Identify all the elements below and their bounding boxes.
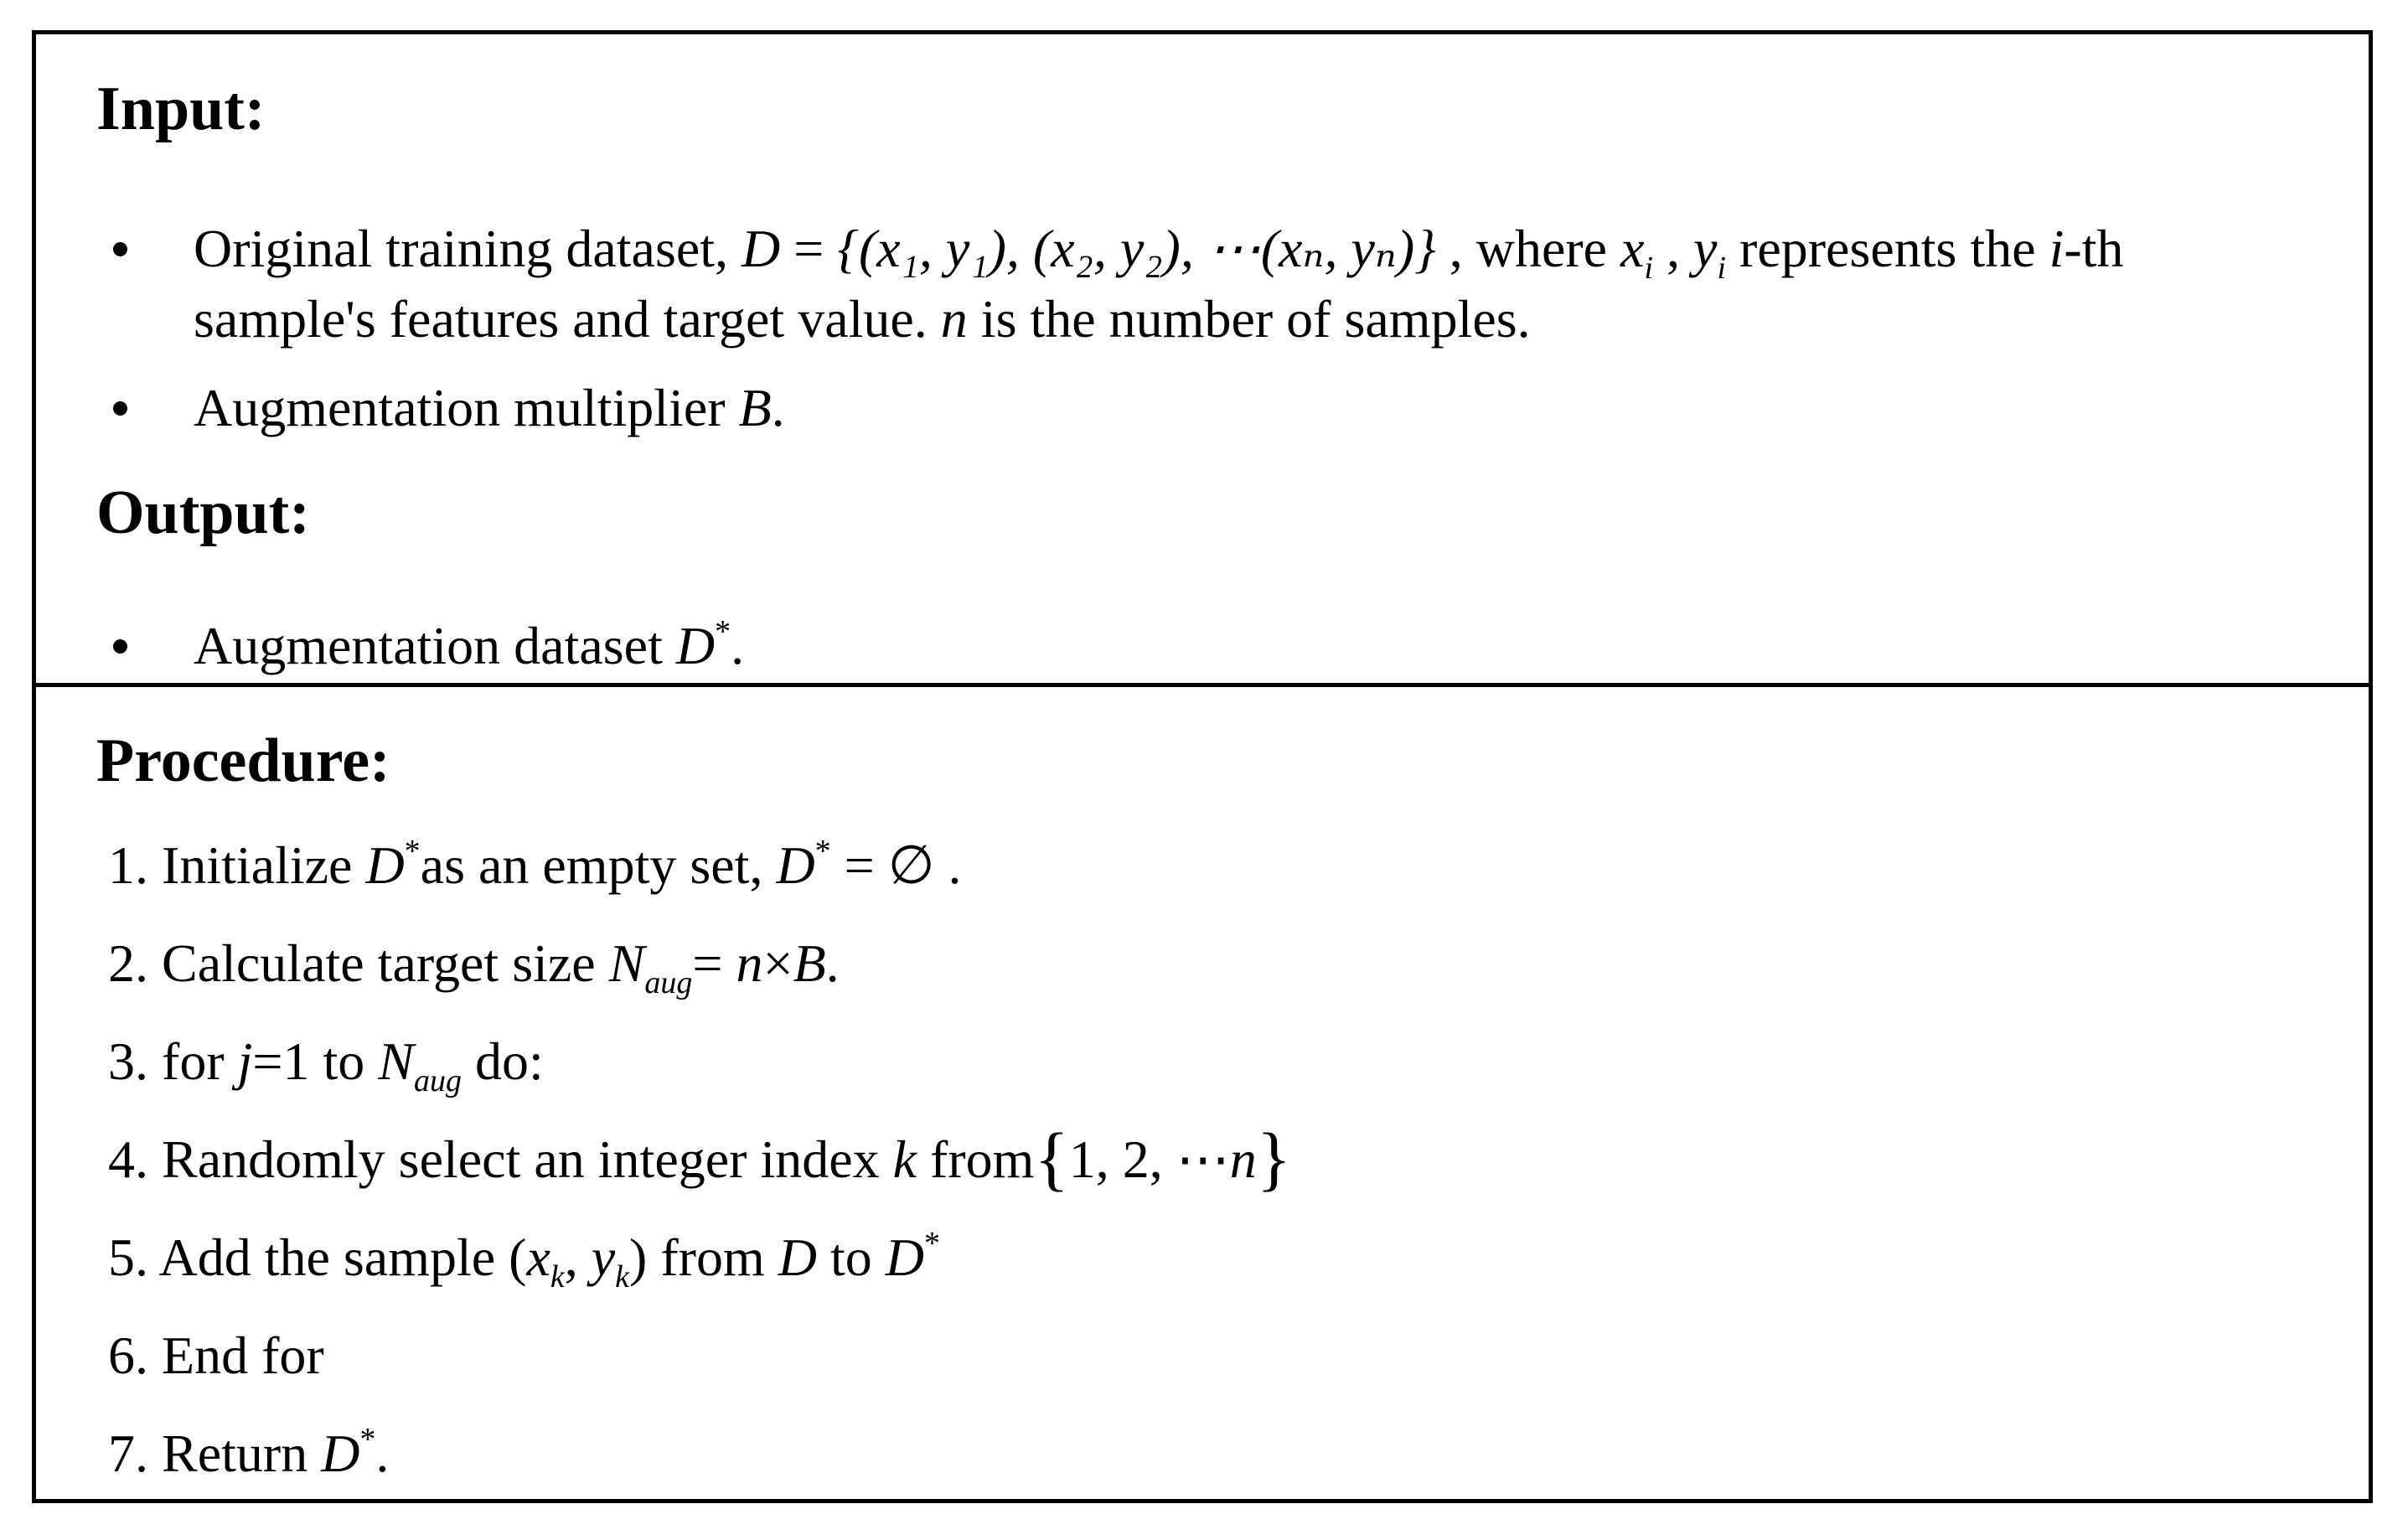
bullet-text: [194, 214, 2327, 354]
bullet-icon: [113, 401, 127, 416]
procedure-title: Procedure:: [96, 726, 390, 795]
section-divider: [36, 683, 2369, 687]
bullet-text: Augmentation dataset D*.: [194, 614, 745, 675]
bullet-text: Augmentation multiplier B.: [194, 378, 785, 437]
procedure-step-4: 4. Randomly select an integer index k from{1, 2, ⋯n}: [108, 1118, 1291, 1198]
bullet-line-1: Original training dataset, D = {(x₁, y₁), (x₂, y₂), ⋯(xₙ, yₙ)} , where $x_i$ , $y_i$ represents the i-th: [194, 219, 2124, 286]
algorithm-box: [32, 30, 2373, 1503]
bullet-icon: [113, 242, 127, 256]
procedure-step-2: 2. Calculate target size $N_{aug}= n\times B$.: [108, 933, 840, 1000]
bullet-line-2: sample's features and target value. n is the number of samples.: [194, 289, 1531, 349]
procedure-step-3: 3. for j=1 to $N_{aug}$ do:: [108, 1031, 544, 1098]
procedure-step-5: 5. Add the sample ($x_k$, $y_k$) from D to D*: [108, 1226, 940, 1295]
dataset-set-formula: {(x₁, y₁), (x₂, y₂), ⋯(xₙ, yₙ)}: [837, 219, 1436, 278]
procedure-step-1: 1. Initialize D*as an empty set, D* = ∅ .: [108, 834, 962, 895]
bullet-icon: [113, 639, 127, 654]
input-title: Input:: [96, 75, 266, 143]
output-title: Output:: [96, 478, 310, 547]
procedure-step-7: 7. Return D*.: [108, 1422, 390, 1483]
procedure-step-6: 6. End for: [108, 1326, 324, 1385]
